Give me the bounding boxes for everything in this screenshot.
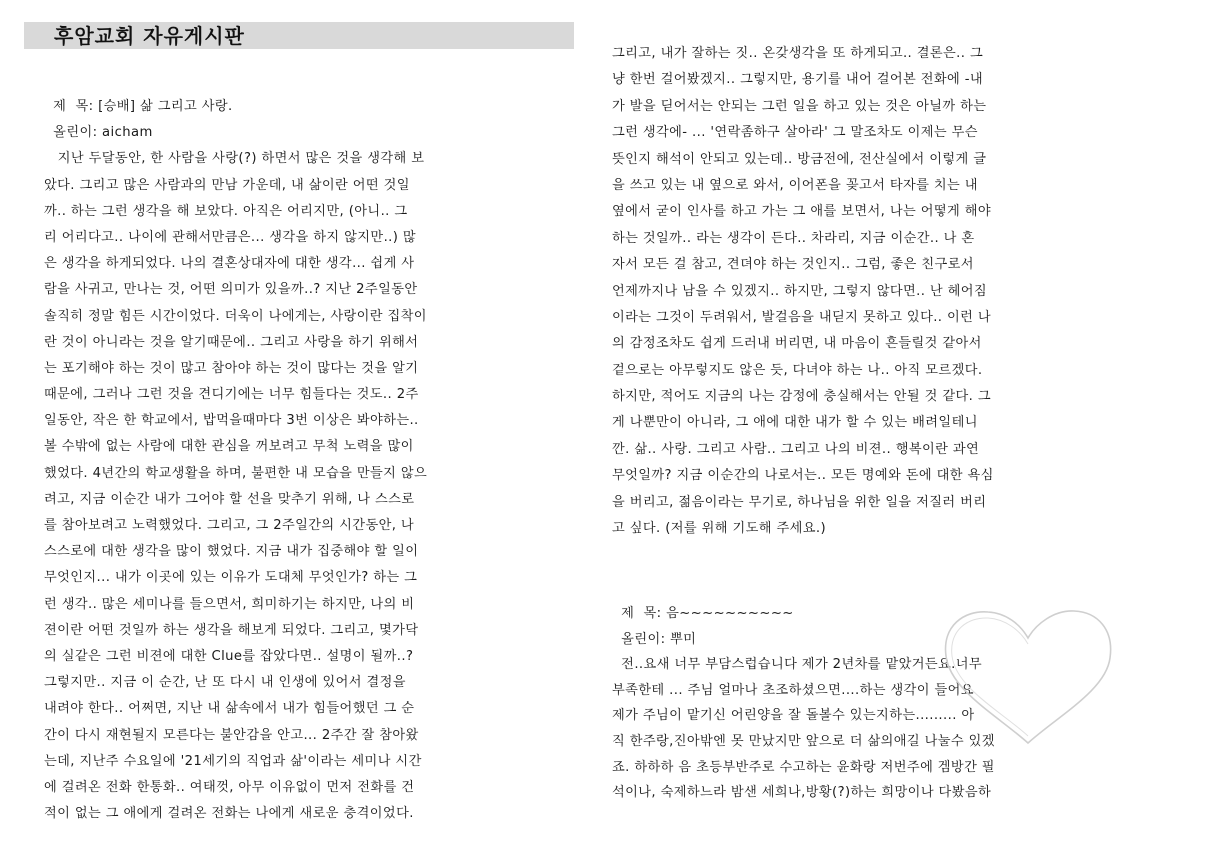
post-text-line: 옆에서 굳이 인사를 하고 가는 그 애를 보면서, 나는 어떻게 해야 — [612, 204, 991, 220]
post-text-line: 을 버리고, 젊음이라는 무기로, 하나님을 위한 일을 저질러 버리 — [612, 494, 987, 510]
post-text-line: 리 어리다고.. 나이에 관해서만큼은... 생각을 하지 않지만..) 많 — [44, 229, 417, 245]
post-text-line: 그런 생각에- ... '연락좀하구 살아라' 그 말조차도 이제는 무슨 — [612, 125, 978, 141]
post-text-line: 란 것이 아니라는 것을 알기때문에.. 그리고 사랑을 하기 위해서 — [44, 334, 419, 350]
post-text-line: 를 참아보려고 노력했었다. 그리고, 그 2주일간의 시간동안, 나 — [44, 518, 415, 533]
post-text-line: 게 나뿐만이 아니라, 그 애에 대한 내가 할 수 있는 배려일테니 — [612, 415, 978, 431]
post-text-line: 의 감정조차도 쉽게 드러내 버리면, 내 마음이 흔들릴것 같아서 — [612, 336, 982, 352]
post-text-line: 그렇지만.. 지금 이 순간, 난 또 다시 내 인생에 있어서 결정을 — [44, 675, 406, 691]
post-text-line: 스스로에 대한 생각을 많이 했었다. 지금 내가 집중해야 할 일이 — [44, 544, 419, 560]
post-text-line: 하지만, 적어도 지금의 나는 감정에 충실해서는 안될 것 같다. 그 — [612, 389, 991, 405]
post-text-line: 람을 사귀고, 만나는 것, 어떤 의미가 있을까..? 지난 2주일동안 — [44, 282, 418, 298]
post-text-line: 젼이란 어떤 것일까 하는 생각을 해보게 되었다. 그리고, 몇가닥 — [44, 622, 419, 638]
post-text-line: 제 목: [승배] 삶 그리고 사랑. — [44, 99, 233, 114]
second-post-text-line: 직 한주랑,진아밖엔 못 만났지만 앞으로 더 삶의애길 나눌수 있겠 — [612, 733, 995, 749]
post-text-line: 뜻인지 해석이 안되고 있는데.. 방금전에, 전산실에서 이렇게 글 — [612, 151, 987, 167]
post-text-line: 때문에, 그러나 그런 것을 견디기에는 너무 힘들다는 것도.. 2주 — [44, 387, 419, 403]
post-text-line: 는 포기해야 하는 것이 많고 참아야 하는 것이 많다는 것을 알기 — [44, 360, 419, 376]
post-text-line: 했었다. 4년간의 학교생활을 하며, 불편한 내 모습을 만들지 않으 — [44, 465, 428, 481]
post-text-line: 올린이: aicham — [44, 125, 153, 141]
post-text-line: 솔직히 정말 힘든 시간이었다. 더욱이 나에게는, 사랑이란 집착이 — [44, 308, 427, 324]
post-text-line: 그리고, 내가 잘하는 짓.. 온갖생각을 또 하게되고.. 결론은.. 그 — [612, 46, 984, 61]
second-post-text-line: 제 목: 음~~~~~~~~~~ — [612, 606, 794, 621]
post-text-line: 에 걸려온 전화 한통화.. 여태껏, 아무 이유없이 먼저 전화를 건 — [44, 779, 415, 795]
post-text-line: 런 생각.. 많은 세미나를 들으면서, 희미하기는 하지만, 나의 비 — [44, 596, 415, 612]
second-post-text-line: 올린이: 뿌미 — [612, 631, 697, 647]
post-text-line: 의 실같은 그런 비젼에 대한 Clue를 잡았다면.. 설명이 될까..? — [44, 648, 414, 664]
board-title: 후암교회 자유게시판 — [54, 24, 245, 48]
post-text-line: 무엇인지... 내가 이곳에 있는 이유가 도대체 무엇인가? 하는 그 — [44, 570, 418, 586]
second-post-text-line: 부족한테 ... 주님 얼마나 초조하셨으면....하는 생각이 들어요 — [612, 682, 974, 698]
post-text-line: 무엇일까? 지금 이순간의 나로서는.. 모든 명예와 돈에 대한 욕심 — [612, 468, 994, 484]
post-text-line: 고 싶다. (저를 위해 기도해 주세요.) — [612, 521, 827, 537]
board-header — [24, 22, 574, 49]
post-text-line: 았다. 그리고 많은 사람과의 만남 가운데, 내 삶이란 어떤 것일 — [44, 177, 410, 193]
post-text-line: 볼 수밖에 없는 사람에 대한 관심을 꺼보려고 무척 노력을 많이 — [44, 439, 414, 455]
second-post-text-line: 죠. 하하하 음 초등부반주로 수고하는 윤화랑 저번주에 겜방간 필 — [612, 759, 995, 775]
second-post-text-line: 제가 주님이 맡기신 어린양을 잘 돌볼수 있는지하는......... 아 — [612, 708, 975, 724]
post-text-line: 일동안, 작은 한 학교에서, 밥먹을때마다 3번 이상은 봐야하는.. — [44, 413, 419, 429]
post-text-line: 겉으로는 아무렇지도 않은 듯, 다녀야 하는 나.. 아직 모르겠다. — [612, 362, 983, 378]
first-post-column-left — [44, 94, 564, 827]
post-text-line: 자서 모든 걸 참고, 견뎌야 하는 것인지.. 그럼, 좋은 친구로서 — [612, 257, 974, 273]
post-text-line: 적이 없는 그 애에게 걸려온 전화는 나에게 새로운 충격이었다. — [44, 806, 414, 822]
heart-outline-path — [946, 611, 1111, 743]
post-text-line: 은 생각을 하게되었다. 나의 결혼상대자에 대한 생각... 쉽게 사 — [44, 256, 415, 272]
post-text-line: 하는 것일까.. 라는 생각이 든다.. 차라리, 지금 이순간.. 나 혼 — [612, 230, 975, 246]
post-text-line: 까.. 하는 그런 생각을 해 보았다. 아직은 어리지만, (아니.. 그 — [44, 203, 408, 219]
post-text-line: 간이 다시 재현될지 모른다는 불안감을 안고... 2주간 잘 참아왔 — [44, 727, 419, 743]
second-post-text-line: 전..요새 너무 부담스럽습니다 제가 2년차를 맡았거든요.너무 — [612, 657, 983, 673]
first-post-column-right — [612, 41, 1137, 542]
post-text-line: 지난 두달동안, 한 사람을 사랑(?) 하면서 많은 것을 생각해 보 — [44, 151, 425, 167]
heart-outline-icon — [938, 598, 1118, 748]
post-text-line: 려고, 지금 이순간 내가 그어야 할 선을 맞추기 위해, 나 스스로 — [44, 491, 415, 507]
second-post-text-line: 석이나, 숙제하느라 밤샌 세희나,방황(?)하는 희망이나 다봤음하 — [612, 785, 992, 801]
post-text-line: 는데, 지난주 수요일에 '21세기의 직업과 삶'이라는 세미나 시간 — [44, 753, 422, 769]
post-text-line: 을 쓰고 있는 내 옆으로 와서, 이어폰을 꽂고서 타자를 치는 내 — [612, 177, 978, 193]
post-text-line: 이라는 그것이 두려워서, 발걸음을 내딛지 못하고 있다.. 이런 나 — [612, 309, 991, 325]
post-text-line: 언제까지나 남을 수 있겠지.. 하지만, 그렇지 않다면.. 난 헤어짐 — [612, 283, 988, 299]
post-text-line: 내려야 한다.. 어쩌면, 지난 내 삶속에서 내가 힘들어했던 그 순 — [44, 701, 415, 717]
heart-outline-inner-path — [952, 618, 1028, 736]
post-text-line: 깐. 삶.. 사랑. 그리고 사람.. 그리고 나의 비젼.. 행복이란 과연 — [612, 441, 980, 457]
post-text-line: 냥 한번 걸어봤겠지.. 그렇지만, 용기를 내어 걸어본 전화에 -내 — [612, 72, 984, 88]
post-text-line: 가 발을 딛어서는 안되는 그런 일을 하고 있는 것은 아닐까 하는 — [612, 98, 987, 114]
